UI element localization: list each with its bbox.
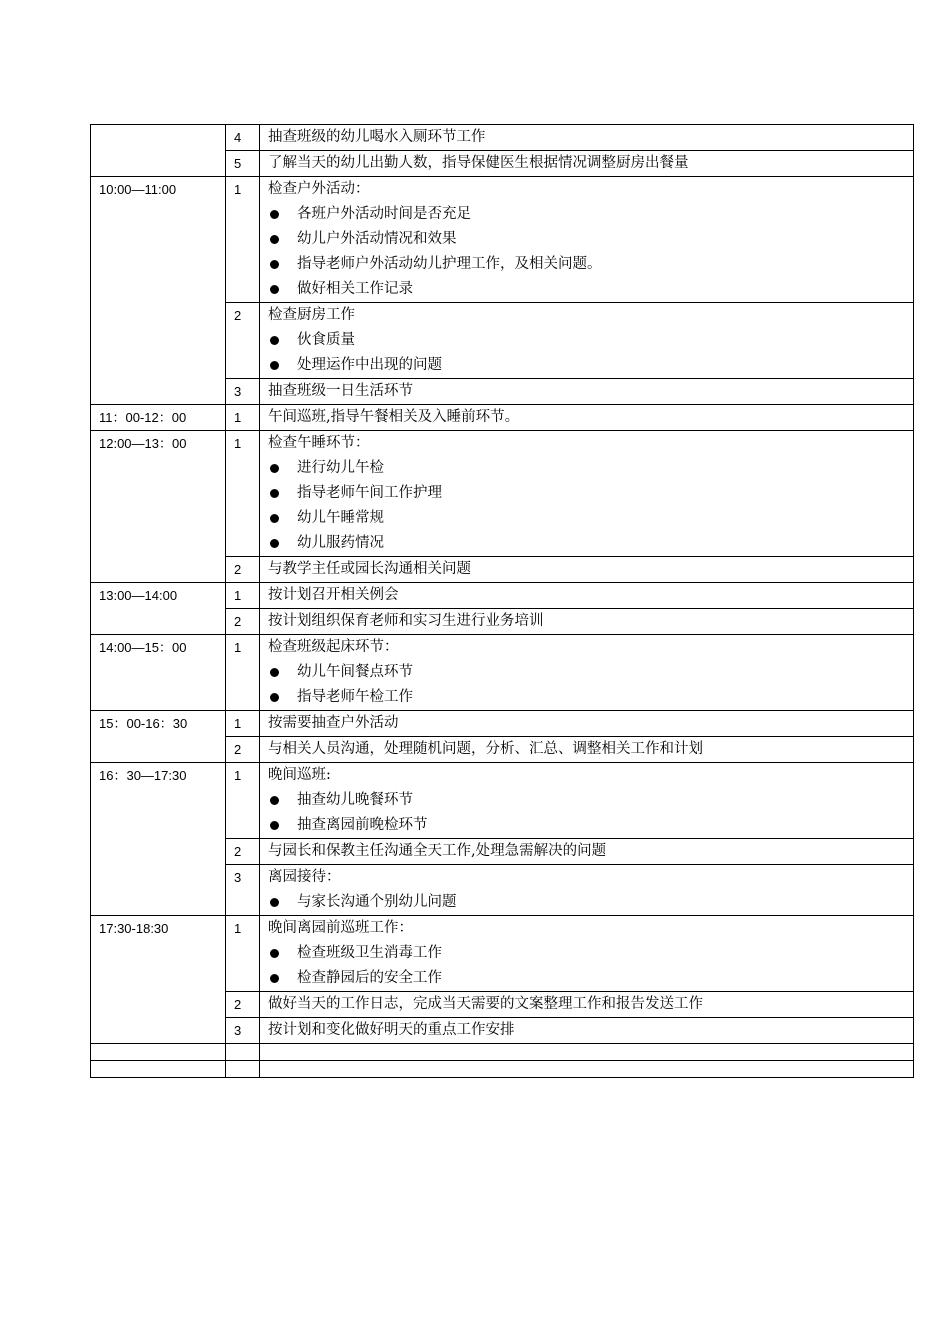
time-slot-cell: 14:00—15：00 [91,635,226,711]
item-number-cell: 2 [226,303,260,379]
bullet-dot-icon [270,821,279,830]
bullet-text: 指导老师户外活动幼儿护理工作，及相关问题。 [297,256,602,272]
task-content-cell [260,177,914,303]
task-content-cell [260,992,914,1018]
item-number-cell: 2 [226,737,260,763]
empty-table-row [91,1044,914,1061]
bullet-text: 幼儿午间餐点环节 [297,664,413,680]
bullet-item [268,813,913,838]
bullet-text: 各班户外活动时间是否充足 [297,206,471,222]
task-title: 检查户外活动： [268,181,370,197]
task-title: 按计划组织保育老师和实习生进行业务培训 [268,613,544,629]
task-title: 了解当天的幼儿出勤人数，指导保健医生根据情况调整厨房出餐量 [268,155,689,171]
time-slot-cell: 12:00—13：00 [91,431,226,583]
time-slot-cell: 11：00-12：00 [91,405,226,431]
task-title: 抽查班级一日生活环节 [268,383,413,399]
item-number-cell: 1 [226,763,260,839]
bullet-dot-icon [270,336,279,345]
task-title: 午间巡班,指导午餐相关及入睡前环节。 [268,409,520,425]
task-title: 离园接待： [268,869,341,885]
bullet-dot-icon [270,796,279,805]
bullet-text: 与家长沟通个别幼儿问题 [297,894,457,910]
item-number-cell: 2 [226,557,260,583]
table-row [91,431,914,557]
task-title: 按计划和变化做好明天的重点工作安排 [268,1022,515,1038]
bullet-item [268,252,913,277]
bullet-item [268,277,913,302]
bullet-item [268,531,913,556]
bullet-item [268,890,913,915]
bullet-text: 指导老师午检工作 [297,689,413,705]
document-page [90,124,913,1078]
bullet-dot-icon [270,285,279,294]
bullet-item [268,660,913,685]
task-content-cell [260,711,914,737]
bullet-text: 进行幼儿午检 [297,460,384,476]
table-row [91,916,914,992]
bullet-dot-icon [270,260,279,269]
task-content-cell [260,737,914,763]
task-content-cell [260,916,914,992]
item-number-cell: 1 [226,431,260,557]
schedule-table-body [91,125,914,1078]
bullet-item [268,456,913,481]
bullet-dot-icon [270,949,279,958]
task-content-cell [260,839,914,865]
task-content-cell [260,151,914,177]
bullet-dot-icon [270,514,279,523]
bullet-text: 幼儿午睡常规 [297,510,384,526]
task-title: 晚间巡班: [268,767,331,783]
bullet-text: 处理运作中出现的问题 [297,357,442,373]
bullet-text: 检查班级卫生消毒工作 [297,945,442,961]
bullet-dot-icon [270,668,279,677]
task-content-cell [260,1018,914,1044]
task-title: 与相关人员沟通，处理随机问题，分析、汇总、调整相关工作和计划 [268,741,703,757]
bullet-dot-icon [270,210,279,219]
empty-cell [260,1044,914,1061]
item-number-cell: 2 [226,609,260,635]
bullet-dot-icon [270,974,279,983]
item-number-cell: 5 [226,151,260,177]
task-title: 做好当天的工作日志，完成当天需要的文案整理工作和报告发送工作 [268,996,703,1012]
item-number-cell: 2 [226,992,260,1018]
bullet-dot-icon [270,539,279,548]
table-row [91,583,914,609]
task-title: 检查午睡环节： [268,435,370,451]
item-number-cell: 2 [226,839,260,865]
bullet-text: 幼儿户外活动情况和效果 [297,231,457,247]
item-number-cell: 3 [226,379,260,405]
bullet-text: 抽查离园前晚检环节 [297,817,428,833]
task-title: 与园长和保教主任沟通全天工作,处理急需解决的问题 [268,843,607,859]
empty-table-row [91,1061,914,1078]
task-content-cell [260,379,914,405]
item-number-cell: 1 [226,583,260,609]
schedule-table [90,124,914,1078]
task-title: 按计划召开相关例会 [268,587,399,603]
bullet-text: 指导老师午间工作护理 [297,485,442,501]
item-number-cell: 3 [226,1018,260,1044]
task-title: 检查班级起床环节： [268,639,399,655]
table-row [91,125,914,151]
task-content-cell [260,125,914,151]
bullet-text: 做好相关工作记录 [297,281,413,297]
bullet-text: 伙食质量 [297,332,355,348]
bullet-dot-icon [270,489,279,498]
task-title: 晚间离园前巡班工作： [268,920,413,936]
table-row [91,177,914,303]
task-content-cell [260,405,914,431]
bullet-item [268,788,913,813]
bullet-dot-icon [270,235,279,244]
table-row [91,711,914,737]
task-title: 检查厨房工作 [268,307,355,323]
bullet-dot-icon [270,693,279,702]
task-content-cell [260,763,914,839]
task-content-cell [260,557,914,583]
task-content-cell [260,635,914,711]
bullet-item [268,227,913,252]
bullet-item [268,328,913,353]
task-title: 抽查班级的幼儿喝水入厕环节工作 [268,129,486,145]
time-slot-cell: 16：30—17:30 [91,763,226,916]
task-content-cell [260,431,914,557]
bullet-item [268,506,913,531]
table-row [91,405,914,431]
empty-cell [260,1061,914,1078]
task-title: 与教学主任或园长沟通相关问题 [268,561,471,577]
bullet-text: 幼儿服药情况 [297,535,384,551]
empty-cell [91,1061,226,1078]
bullet-dot-icon [270,464,279,473]
bullet-item [268,685,913,710]
bullet-item [268,353,913,378]
empty-cell [226,1044,260,1061]
table-row [91,635,914,711]
table-row [91,763,914,839]
item-number-cell: 3 [226,865,260,916]
bullet-dot-icon [270,898,279,907]
task-content-cell [260,609,914,635]
bullet-text: 检查静园后的安全工作 [297,970,442,986]
bullet-item [268,202,913,227]
time-slot-cell: 10:00—11:00 [91,177,226,405]
bullet-item [268,481,913,506]
bullet-item [268,941,913,966]
task-content-cell [260,583,914,609]
empty-cell [91,1044,226,1061]
item-number-cell: 4 [226,125,260,151]
time-slot-cell [91,125,226,177]
time-slot-cell: 15：00-16：30 [91,711,226,763]
bullet-dot-icon [270,361,279,370]
item-number-cell: 1 [226,635,260,711]
item-number-cell: 1 [226,711,260,737]
time-slot-cell: 13:00—14:00 [91,583,226,635]
item-number-cell: 1 [226,177,260,303]
bullet-text: 抽查幼儿晚餐环节 [297,792,413,808]
item-number-cell: 1 [226,916,260,992]
bullet-item [268,966,913,991]
task-content-cell [260,303,914,379]
task-title: 按需要抽查户外活动 [268,715,399,731]
item-number-cell: 1 [226,405,260,431]
time-slot-cell: 17:30-18:30 [91,916,226,1044]
empty-cell [226,1061,260,1078]
task-content-cell [260,865,914,916]
